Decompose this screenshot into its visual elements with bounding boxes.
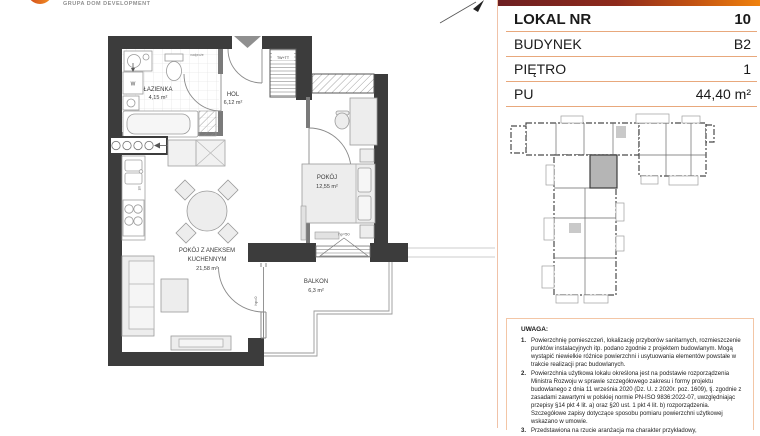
note-text: Powierzchnię pomieszczeń, lokalizację przyborów sanitarnych, rozmieszczenie punktów instalacyjnych itp. podano zgodnie z projektem budowlanym. Mogą wystąpić niewielkie różnice powierzchni i usytuowania elementów powstałe w trakcie realizacji prac budowlanych. [531, 338, 741, 368]
room-area-hol: 6,12 m² [223, 100, 243, 106]
accent-gradient-bar [498, 0, 760, 6]
chair [218, 223, 238, 243]
table-row-lokal [506, 7, 757, 32]
desk-chair [335, 113, 349, 129]
note-item [521, 338, 743, 370]
entrance-door-arc [228, 49, 262, 83]
radiator [301, 206, 306, 240]
coffee-table [161, 279, 188, 312]
sink-left [125, 160, 142, 171]
vent-shaft [110, 137, 168, 154]
pillow [358, 168, 371, 192]
shaft-twtt [270, 49, 296, 97]
bathroom-basin-icon [127, 99, 135, 107]
toilet-tank [165, 54, 183, 61]
info-panel [497, 0, 760, 434]
row-value: 10 [734, 10, 751, 28]
room-label-pokoj-aneks-1: POKÓJ Z ANEKSEM [178, 248, 236, 254]
table-row-pietro [506, 57, 757, 82]
room-area-lazienka: 4,15 m² [148, 95, 168, 101]
table-row-budynek [506, 32, 757, 57]
note-item [521, 428, 743, 436]
dining-table [187, 191, 227, 231]
bedroom-furniture [301, 98, 377, 240]
nightstand [360, 149, 374, 162]
stair-core [569, 223, 581, 233]
note-number: 1. [521, 338, 527, 344]
row-value: 44,40 m² [695, 86, 751, 102]
room-label-pokoj: POKÓJ [316, 175, 338, 181]
room-area-pokoj-aneks: 21,58 m² [196, 266, 218, 272]
toilet-bowl-icon [167, 62, 182, 81]
row-label: BUDYNEK [514, 36, 582, 52]
note-text: Przedstawiona na rzucie aranżacja ma charakter przykładowy, [531, 427, 697, 434]
washer-label: W [130, 81, 136, 88]
room-area-pokoj: 12,55 m² [316, 184, 338, 190]
note-number: 2. [521, 370, 527, 377]
dining-set [175, 180, 238, 243]
sink-bowl-icon [128, 55, 141, 68]
chair [176, 223, 196, 243]
neighbor-balcony-line [408, 248, 495, 257]
logo-text: GRUPA DOM DEVELOPMENT [63, 1, 151, 7]
row-value: B2 [733, 36, 751, 52]
sink-tap-icon [143, 54, 149, 60]
room-label-lazienka: ŁAZIENKA [143, 87, 173, 93]
row-label: PIĘTRO [514, 61, 567, 77]
lintel-label: nadproże [190, 53, 204, 57]
radiator [315, 232, 339, 239]
desk [350, 98, 377, 145]
note-text: Powierzchnia użytkowa lokalu określona jest na podstawie rozporządzenia Ministra Rozwoju w sprawie szczegółowego zakresu i formy projektu budowlanego z dnia 11 września 2020 (Dz. U. z 2020r. poz. 1609), tj. zgodnie z zasadami zawartymi w polskiej normie PN-ISO 9836:2022-07, uwzględniając przepisy §14 pkt 4 lit. a) oraz §20 ust. 1 pkt 4 lit. b) rozporządzenia. Szczegółowe zapisy dotyczące sposobu pomiaru powierzchni użytkowej wskazano w umowie. [531, 370, 742, 425]
pillow [358, 196, 371, 220]
room-label-balkon: BALKON [303, 279, 329, 285]
notes-section [506, 318, 754, 434]
unit-info-table [506, 7, 757, 107]
balcony-railing [264, 262, 392, 356]
shaft-label: TW+TT [276, 56, 290, 60]
highlighted-unit [590, 155, 617, 188]
sill-high-label: hp=50 [338, 231, 350, 237]
key-plan [506, 108, 756, 308]
sink-right [125, 173, 142, 184]
hatched-wall-band [312, 74, 374, 93]
notes-title: UWAGA: [521, 326, 549, 333]
room-label-hol: HOL [226, 92, 240, 98]
row-label: LOKAL NR [514, 10, 592, 28]
bath-shelf-hatch [199, 111, 216, 136]
nightstand [360, 225, 374, 238]
chair [175, 180, 195, 200]
note-number: 3. [521, 427, 527, 434]
kitchen-tap-icon [139, 170, 143, 174]
stair-core [616, 126, 626, 138]
dishwasher-label: zm [137, 185, 142, 191]
row-value: 1 [743, 61, 751, 77]
table-row-pu [506, 82, 757, 107]
room-label-pokoj-aneks-2: KUCHENNYM [187, 257, 227, 263]
row-label: PU [514, 86, 534, 102]
entrance-marker-icon [234, 36, 261, 48]
bathtub-inner [127, 114, 190, 134]
sill-low-label: hp=0 [253, 296, 258, 306]
room-area-balkon: 6,3 m² [308, 288, 324, 294]
building-outline [511, 123, 714, 295]
kitchen-upper-cabinet [168, 140, 225, 166]
bedroom-window [316, 238, 370, 257]
note-item [521, 371, 743, 427]
